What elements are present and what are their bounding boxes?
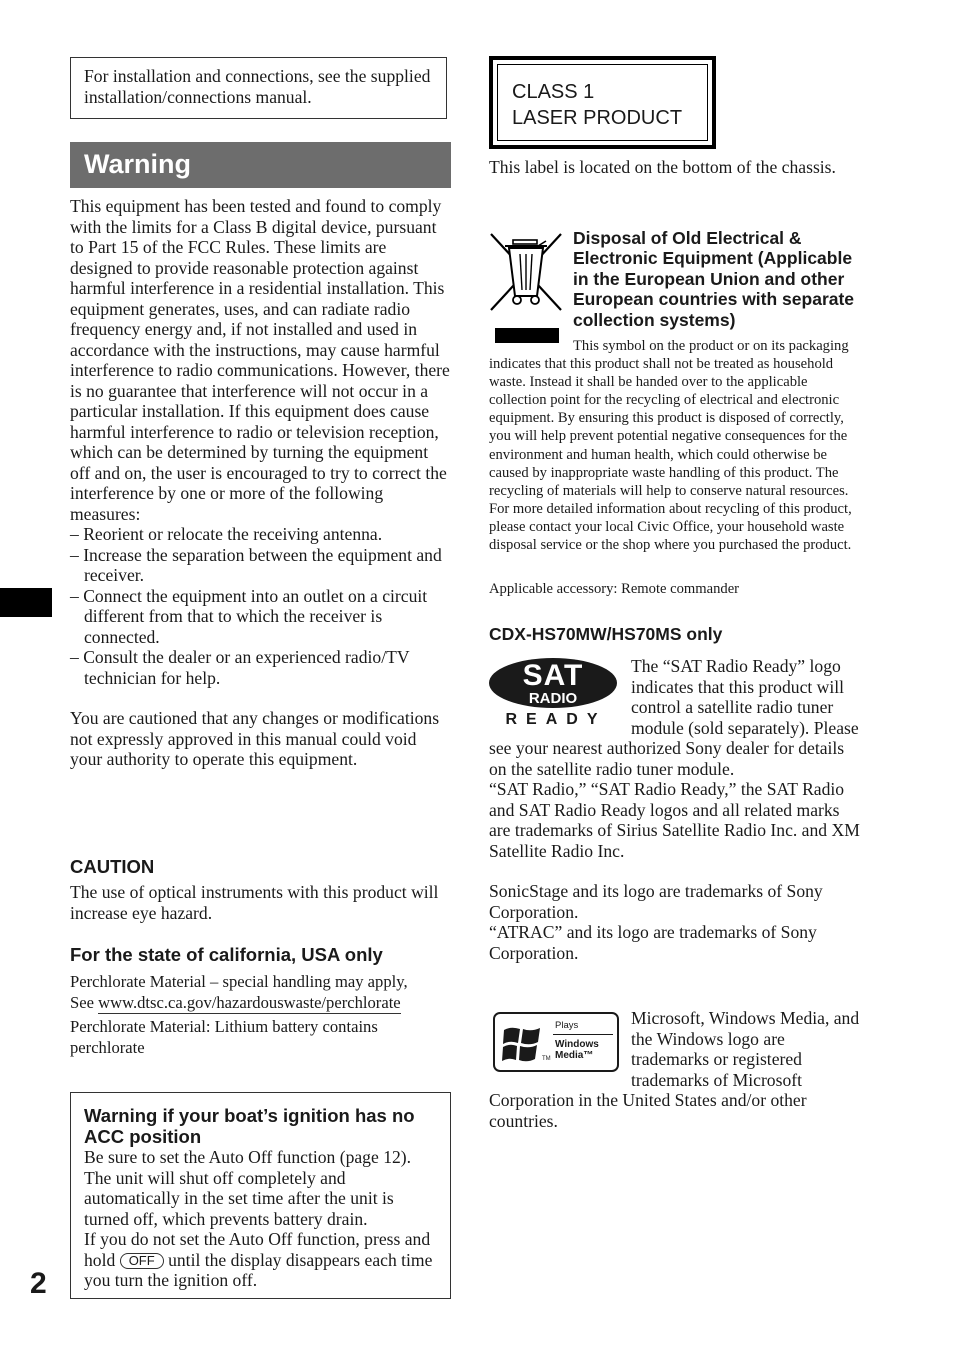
wm-tm: TM	[542, 1056, 551, 1062]
disposal-heading: Disposal of Old Electrical & Electronic Equipment (Applicable in the European Union and other European countries with separate collection systems)	[573, 228, 855, 330]
boat-warning-box	[70, 1092, 451, 1299]
changes-paragraph: You are cautioned that any changes or modifications not expressly approved in this manual could void your authority to operate this equipment.	[70, 708, 440, 769]
perchlorate-line-1: Perchlorate Material – special handling may apply,	[70, 972, 408, 991]
perchlorate-see-line	[70, 992, 452, 1013]
caution-heading: CAUTION	[70, 856, 155, 877]
sat-logo-radio: RADIO	[528, 690, 578, 707]
sat-text-2: “SAT Radio,” “SAT Radio Ready,” the SAT Radio and SAT Radio Ready logos and all related marks are trademarks of Sirius Satellite Radio Inc. and XM Satellite Radio Inc.	[489, 779, 860, 861]
laser-note: This label is located on the bottom of the chassis.	[489, 157, 836, 177]
wm-plays: Plays	[555, 1020, 579, 1031]
model-heading: CDX-HS70MW/HS70MS only	[489, 624, 723, 644]
boat-warning-heading: Warning if your boat’s ignition has no ACC position	[84, 1105, 415, 1147]
california-heading: For the state of california, USA only	[70, 944, 383, 965]
boat-warning-text-2	[84, 1229, 442, 1291]
off-key: OFF	[120, 1253, 164, 1269]
wm-windows: Windows	[555, 1039, 599, 1050]
wm-media: Media™	[555, 1050, 594, 1061]
install-note-box	[70, 57, 447, 119]
microsoft-text: Microsoft, Windows Media, and the Windows logo are trademarks or registered trademarks of Microsoft Corporation in the United States and/or other countries.	[489, 1008, 860, 1131]
disposal-text	[489, 337, 864, 554]
boat-text-2a: If you do not set the Auto Off function, press and hold	[84, 1229, 431, 1270]
measure-item: – Reorient or relocate the receiving antenna.	[70, 524, 383, 544]
accessory-note: Applicable accessory: Remote commander	[489, 581, 740, 597]
warning-heading: Warning	[84, 149, 191, 179]
sat-logo-sat: SAT	[522, 659, 584, 692]
sat-text-1: The “SAT Radio Ready” logo indicates that this product will control a satellite radio tuner module (sold separately). Please see your nearest authorized Sony dealer for details on the satellite radio tuner module.	[489, 656, 859, 779]
section-tab-marker	[0, 588, 52, 617]
caution-text: The use of optical instruments with this product will increase eye hazard.	[70, 882, 439, 923]
perchlorate-section	[70, 971, 452, 1058]
install-note-text: For installation and connections, see the supplied installation/connections manual.	[84, 66, 431, 107]
measure-item: – Increase the separation between the equipment and receiver.	[70, 544, 442, 585]
sat-logo-float-space	[489, 656, 631, 738]
fcc-paragraph: This equipment has been tested and found to comply with the limits for a Class B digital device, pursuant to Part 15 of the FCC Rules. These limits are designed to provide reasonable protection against harmful interference in a residential installation. This equipment generates, uses, and can radiate radio frequency energy and, if not installed and used in accordance with the instructions, may cause harmful interference to radio communications. However, there is no guarantee that interference will not occur in a particular installation. If this equipment does cause harmful interference to radio or television reception, which can be determined by turning the equipment off and on, the user is encouraged to try to correct the interference by one or more of the following measures:	[70, 196, 450, 524]
wm-logo-float-space	[489, 1008, 631, 1088]
fcc-section	[70, 196, 452, 770]
laser-label-inner	[497, 64, 708, 141]
disposal-paragraph: This symbol on the product or on its packaging indicates that this product shall not be treated as household waste. Instead it shall be handed over to the applicable collection point for the recycling of electrical and electronic equipment. By ensuring this product is disposed of correctly, you will help prevent potential negative consequences for the environment and human health, which could otherwise be caused by inappropriate waste handling of this product. The recycling of materials will help to conserve natural resources. For more detailed information about recycling of this product, please contact your local Civic Office, your household waste disposal service or the shop where you purchased the product.	[489, 338, 852, 554]
perchlorate-line-2: Perchlorate Material: Lithium battery contains perchlorate	[70, 1017, 378, 1057]
sonicstage-text: SonicStage and its logo are trademarks of Sony Corporation.	[489, 881, 823, 922]
sat-section	[489, 656, 861, 963]
measures-list	[70, 524, 452, 688]
page-number: 2	[30, 1267, 47, 1300]
microsoft-section	[489, 1008, 861, 1131]
boat-text-2b: until the display disappears each time you turn the ignition off.	[84, 1249, 433, 1290]
warning-heading-bar	[70, 142, 451, 188]
laser-product-line: LASER PRODUCT	[512, 107, 683, 129]
perchlorate-url-link[interactable]: www.dtsc.ca.gov/hazardouswaste/perchlorate	[98, 993, 401, 1012]
boat-warning-text-1: Be sure to set the Auto Off function (page 12). The unit will shut off completely and automatically in the set time after the unit is turned off, which prevents battery drain.	[84, 1147, 412, 1229]
perchlorate-see-label: See	[70, 993, 99, 1012]
measure-item: – Consult the dealer or an experienced radio/TV technician for help.	[70, 647, 410, 688]
sat-logo-ready: READY	[505, 711, 607, 728]
laser-label	[489, 56, 716, 149]
laser-class-line: CLASS 1	[512, 81, 595, 103]
weee-bin-icon	[489, 230, 563, 346]
measure-item: – Connect the equipment into an outlet on a circuit different from that to which the receiver is connected.	[70, 585, 428, 647]
boat-warning-body	[84, 1147, 442, 1291]
atrac-text: “ATRAC” and its logo are trademarks of Sony Corporation.	[489, 922, 817, 963]
